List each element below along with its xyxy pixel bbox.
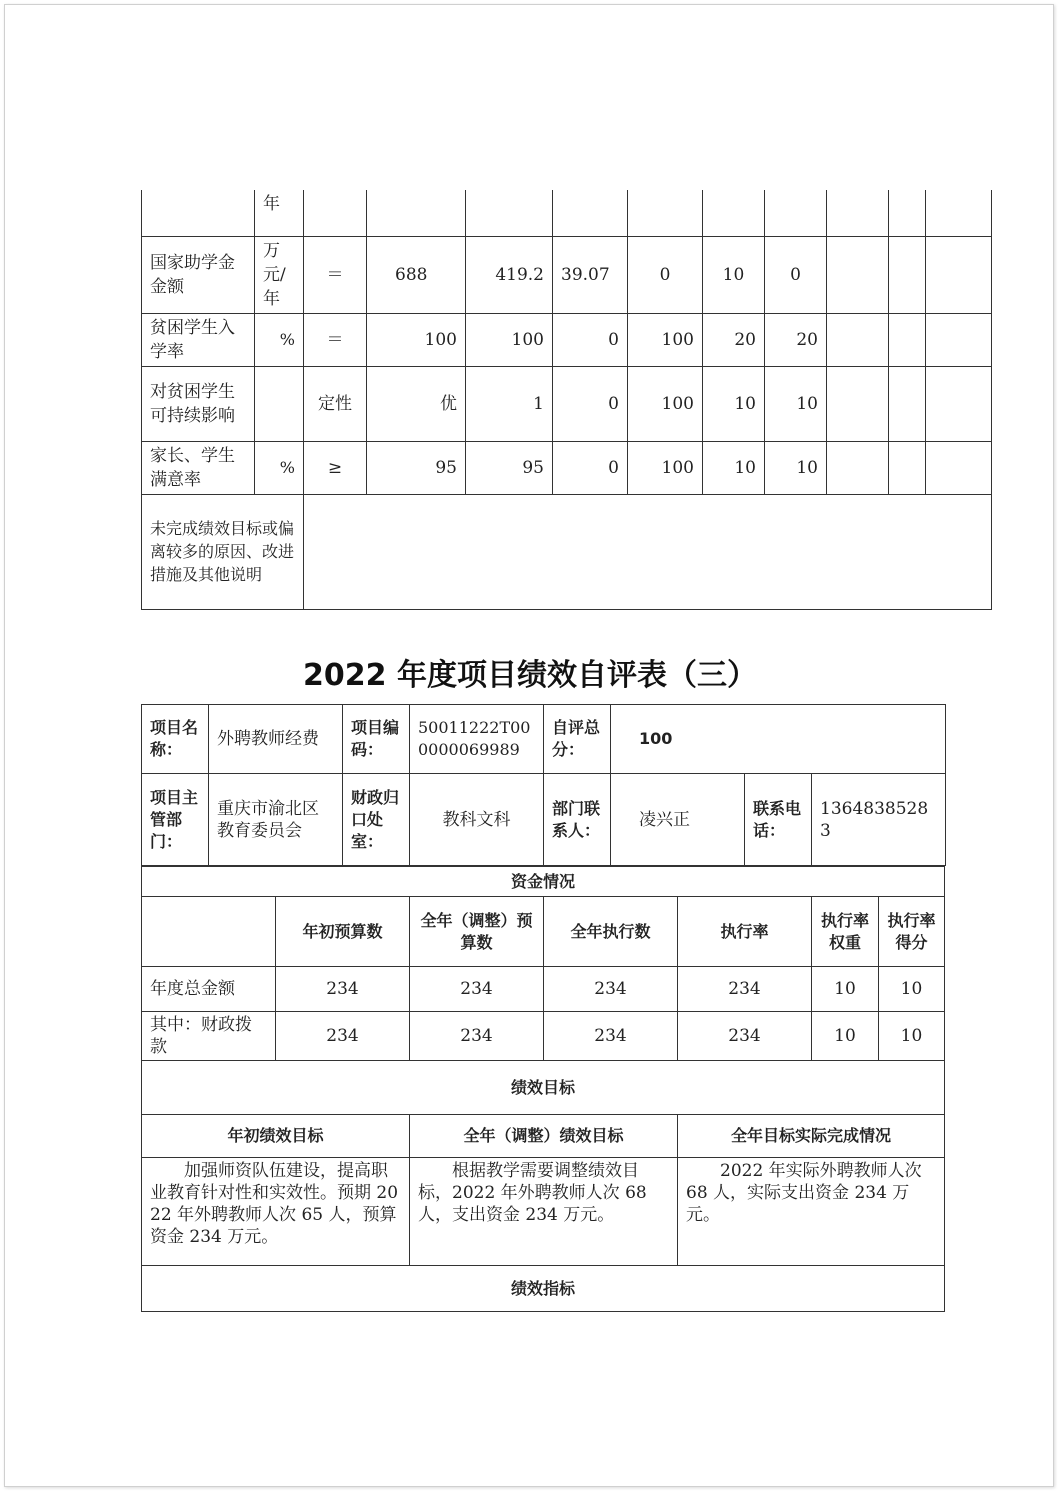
funds-header: [142, 897, 276, 967]
funds-cell: 234: [544, 1012, 678, 1061]
value-cell: 100: [466, 313, 553, 366]
funds-cell: 10: [812, 967, 879, 1012]
funds-row-label: 其中：财政拨款: [142, 1012, 276, 1061]
table-row: [142, 1115, 945, 1158]
table-row: [142, 236, 992, 313]
operator-cell: 定性: [304, 366, 367, 441]
unit-cell: [255, 366, 304, 441]
office-value: 教科文科: [410, 774, 544, 866]
value-cell: 1: [466, 366, 553, 441]
funds-header: 执行率权重: [812, 897, 879, 967]
value-cell: 39.07: [553, 236, 628, 313]
funds-goals-table: [141, 866, 945, 1312]
project-info-table: [141, 704, 946, 866]
table-row: [142, 366, 992, 441]
table-row: [142, 313, 992, 366]
value-cell: 95: [367, 441, 466, 494]
indicator-name: 家长、学生满意率: [142, 441, 255, 494]
funds-section-title: 资金情况: [142, 867, 945, 897]
value-cell: 0: [553, 366, 628, 441]
value-cell: 20: [765, 313, 827, 366]
value-cell: 95: [466, 441, 553, 494]
value-cell: 100: [628, 313, 703, 366]
value-cell: 0: [628, 236, 703, 313]
unit-cell: 万元/年: [255, 236, 304, 313]
value-cell: 10: [765, 366, 827, 441]
phone-label: 联系电话：: [745, 774, 812, 866]
funds-header: 年初预算数: [276, 897, 410, 967]
funds-cell: 234: [276, 1012, 410, 1061]
table-row: [142, 1158, 945, 1266]
project-code: 50011222T000000069989: [410, 705, 544, 774]
notes-label: 未完成绩效目标或偏离较多的原因、改进措施及其他说明: [142, 494, 304, 609]
goals-header: 全年（调整）绩效目标: [410, 1115, 678, 1158]
page-title: 2022 年度项目绩效自评表（三）: [303, 658, 757, 693]
goal-adjusted: 根据教学需要调整绩效目标，2022 年外聘教师人次 68 人，支出资金 234 万元。: [410, 1158, 678, 1266]
contact-label: 部门联系人：: [544, 774, 611, 866]
table-row: [142, 1061, 945, 1115]
project-code-label: 项目编码：: [343, 705, 410, 774]
value-cell: 0: [765, 236, 827, 313]
funds-cell: 234: [544, 967, 678, 1012]
unit-cell: 年: [255, 190, 304, 236]
office-label: 财政归口处室：: [343, 774, 410, 866]
table-row: [142, 867, 945, 897]
value-cell: 20: [703, 313, 765, 366]
project-name: 外聘教师经费: [209, 705, 343, 774]
funds-header: 执行率: [678, 897, 812, 967]
value-cell: 0: [553, 441, 628, 494]
funds-cell: 234: [410, 967, 544, 1012]
value-cell: 100: [367, 313, 466, 366]
value-cell: 10: [703, 441, 765, 494]
table-row: [142, 1266, 945, 1312]
value-cell: 100: [628, 366, 703, 441]
previous-indicator-table: [141, 190, 992, 610]
table-row: [142, 190, 992, 236]
value-cell: 10: [765, 441, 827, 494]
table-row: [142, 494, 992, 609]
table-row: [142, 897, 945, 967]
operator-cell: ＝: [304, 236, 367, 313]
table-row: [142, 774, 946, 866]
goals-header: 年初绩效目标: [142, 1115, 410, 1158]
table-row: [142, 1012, 945, 1061]
goal-initial: 加强师资队伍建设，提高职业教育针对性和实效性。预期 2022 年外聘教师人次 65 人，预算资金 234 万元。: [142, 1158, 410, 1266]
operator-cell: ＝: [304, 313, 367, 366]
contact-value: 凌兴正: [611, 774, 745, 866]
operator-cell: ≥: [304, 441, 367, 494]
funds-cell: 10: [879, 1012, 945, 1061]
phone-value: 13648385283: [812, 774, 946, 866]
indicator-name: 贫困学生入学率: [142, 313, 255, 366]
funds-cell: 10: [812, 1012, 879, 1061]
value-cell: 688: [367, 236, 466, 313]
indicator-name: 对贫困学生可持续影响: [142, 366, 255, 441]
table-row: [142, 441, 992, 494]
funds-cell: 234: [410, 1012, 544, 1061]
indicator-name: 国家助学金金额: [142, 236, 255, 313]
score-value: 100: [611, 705, 946, 774]
funds-header: 全年执行数: [544, 897, 678, 967]
goals-header: 全年目标实际完成情况: [678, 1115, 945, 1158]
goal-actual: 2022 年实际外聘教师人次 68 人，实际支出资金 234 万元。: [678, 1158, 945, 1266]
unit-cell: %: [255, 313, 304, 366]
unit-cell: %: [255, 441, 304, 494]
funds-cell: 234: [678, 967, 812, 1012]
value-cell: 419.2: [466, 236, 553, 313]
funds-cell: 234: [678, 1012, 812, 1061]
funds-cell: 10: [879, 967, 945, 1012]
project-name-label: 项目名称：: [142, 705, 209, 774]
value-cell: 优: [367, 366, 466, 441]
table-row: [142, 705, 946, 774]
value-cell: 10: [703, 366, 765, 441]
table-row: [142, 967, 945, 1012]
funds-header: 执行率得分: [879, 897, 945, 967]
indicators-section-title: 绩效指标: [142, 1266, 945, 1312]
dept-value: 重庆市渝北区教育委员会: [209, 774, 343, 866]
notes-value: [304, 494, 992, 609]
funds-row-label: 年度总金额: [142, 967, 276, 1012]
dept-label: 项目主管部门：: [142, 774, 209, 866]
funds-cell: 234: [276, 967, 410, 1012]
goals-section-title: 绩效目标: [142, 1061, 945, 1115]
value-cell: 100: [628, 441, 703, 494]
value-cell: 10: [703, 236, 765, 313]
score-label: 自评总分：: [544, 705, 611, 774]
funds-header: 全年（调整）预算数: [410, 897, 544, 967]
value-cell: 0: [553, 313, 628, 366]
